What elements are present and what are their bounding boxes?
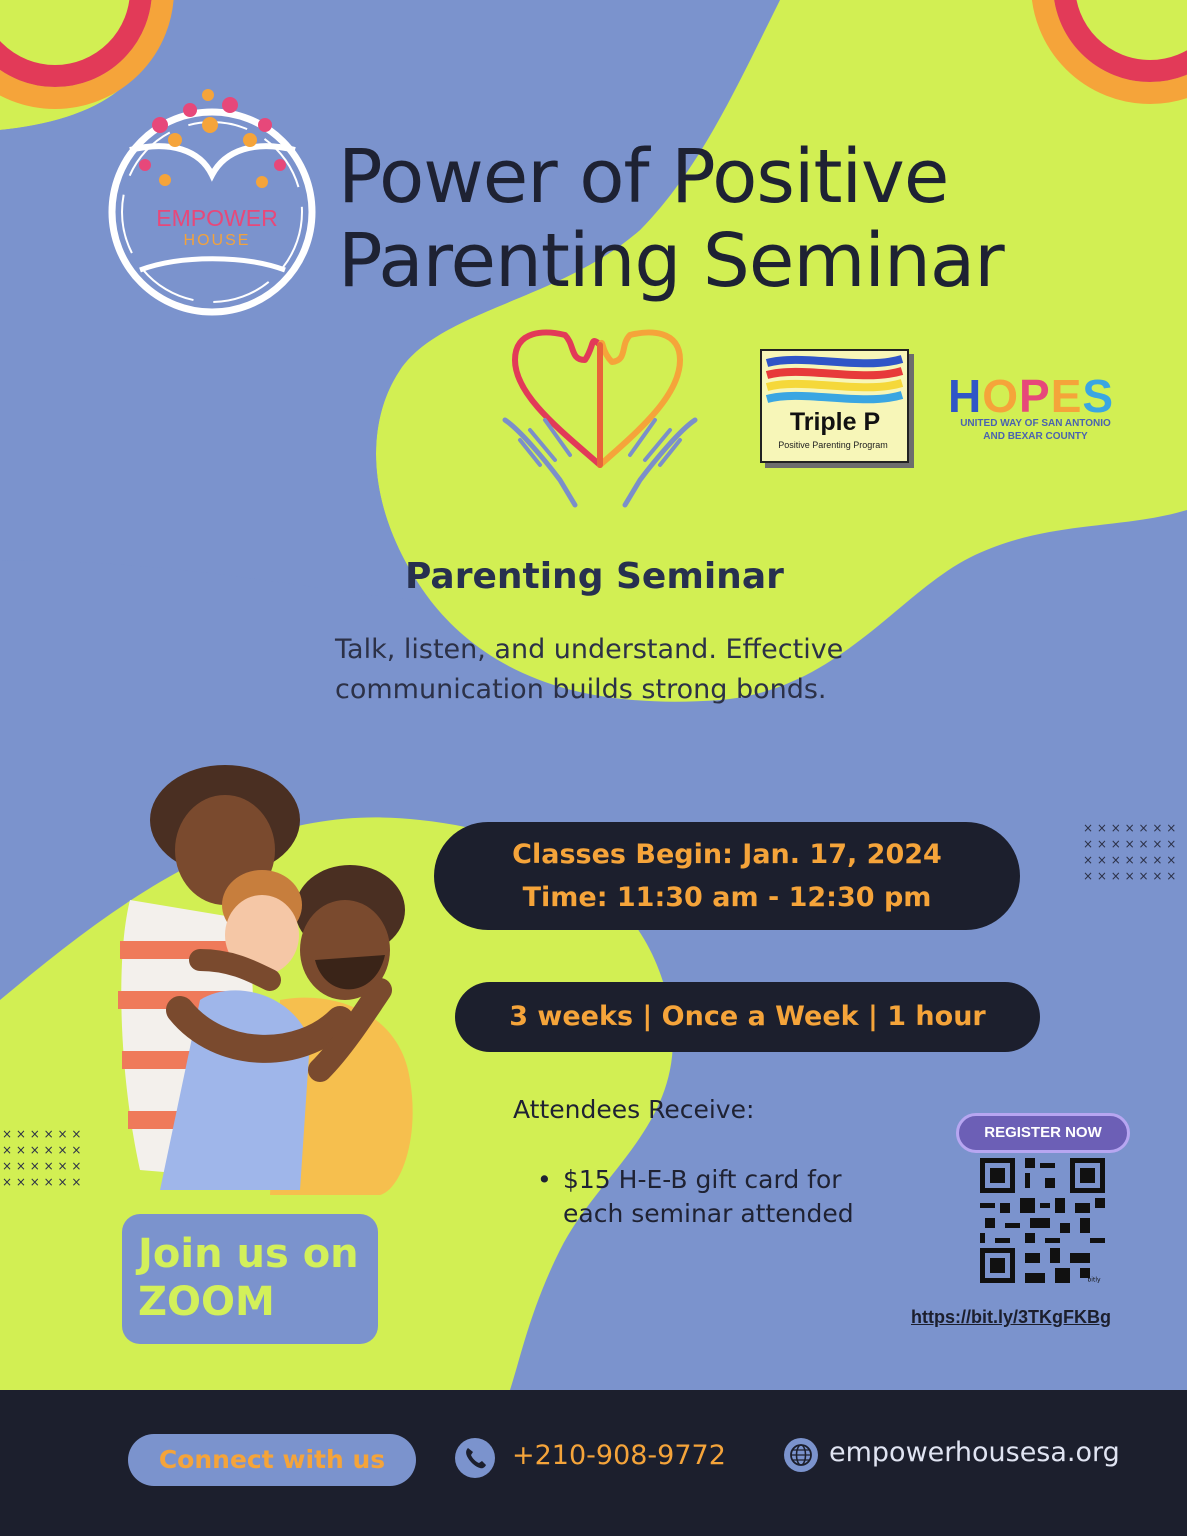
connect-with-us-button[interactable]: Connect with us: [128, 1434, 416, 1486]
hopes-letter: E: [1050, 370, 1083, 422]
triple-p-title: Triple P: [789, 408, 881, 436]
benefit-text: $15 H-E-B gift card for each seminar attended: [563, 1165, 854, 1228]
triple-p-stripes-icon: [762, 351, 907, 411]
empower-logo-subtext: HOUSE: [183, 232, 251, 249]
globe-glyph-icon: [784, 1438, 818, 1472]
page-title: [338, 135, 1098, 303]
seminar-subheading: Parenting Seminar: [405, 556, 784, 597]
page-title-line-2: Parenting Seminar: [338, 218, 1004, 304]
svg-text:× × × × × × ×: × × × × × × ×: [1083, 837, 1177, 851]
hopes-logo-subtitle-2: AND BEXAR COUNTY: [983, 431, 1088, 442]
svg-text:× × × × × × ×: × × × × × × ×: [1083, 869, 1177, 883]
frequency-pill: 3 weeks | Once a Week | 1 hour: [455, 982, 1040, 1052]
svg-text:× × × × × ×: × × × × × ×: [2, 1175, 82, 1189]
svg-text:× × × × × ×: × × × × × ×: [2, 1127, 82, 1141]
zoom-line-2: ZOOM: [138, 1279, 275, 1325]
svg-text:× × × × × ×: × × × × × ×: [2, 1143, 82, 1157]
triple-p-subtitle: Positive Parenting Program: [778, 440, 888, 450]
register-url-link[interactable]: https://bit.ly/3TKgFKBg: [911, 1307, 1111, 1327]
hopes-letter: H: [948, 370, 983, 422]
seminar-tagline: [335, 630, 955, 710]
classes-schedule-pill: [434, 822, 1020, 930]
website-link[interactable]: empowerhousesa.org: [829, 1437, 1120, 1468]
phone-glyph-icon: [455, 1438, 495, 1478]
benefit-list-item: [537, 1163, 897, 1231]
hopes-letter: P: [1019, 370, 1051, 422]
hopes-logo-word: [948, 369, 1114, 423]
tagline-line-1: Talk, listen, and understand. Effective: [335, 634, 844, 665]
svg-text:× × × × × × ×: × × × × × × ×: [1083, 853, 1177, 867]
globe-icon: [784, 1438, 818, 1472]
phone-number[interactable]: +210-908-9772: [512, 1440, 726, 1471]
zoom-callout-text: [138, 1230, 378, 1326]
page-title-line-1: Power of Positive: [338, 134, 949, 220]
empower-logo-text: EMPOWER: [156, 205, 278, 231]
hopes-letters: [948, 370, 1114, 422]
qr-caption: bitly: [1087, 1276, 1101, 1283]
zoom-line-1: Join us on: [138, 1231, 359, 1277]
hopes-letter: O: [982, 370, 1020, 422]
tagline-line-2: communication builds strong bonds.: [335, 674, 827, 705]
hopes-letter: S: [1082, 370, 1115, 422]
bullet-point-icon: •: [537, 1165, 552, 1194]
class-time-text: Time: 11:30 am - 12:30 pm: [522, 882, 932, 913]
hopes-logo-subtitle-1: UNITED WAY OF SAN ANTONIO: [960, 418, 1111, 429]
svg-text:× × × × × ×: × × × × × ×: [2, 1159, 82, 1173]
register-now-button[interactable]: REGISTER NOW: [956, 1113, 1130, 1153]
svg-text:× × × × × × ×: × × × × × × ×: [1083, 821, 1177, 835]
attendees-heading: Attendees Receive:: [513, 1095, 755, 1124]
qr-code-icon[interactable]: [980, 1158, 1105, 1283]
x-pattern-right: [1083, 821, 1176, 883]
classes-begin-text: Classes Begin: Jan. 17, 2024: [512, 839, 942, 870]
phone-icon: [455, 1438, 495, 1478]
